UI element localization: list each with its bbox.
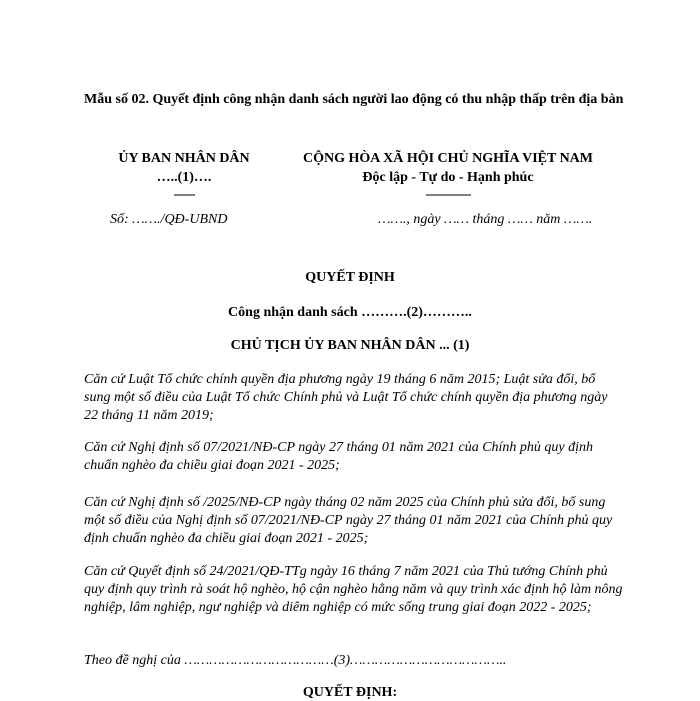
issuing-authority: CHỦ TỊCH ỦY BAN NHÂN DÂN ... (1) <box>230 338 470 353</box>
agency-ref: …..(1)…. <box>156 170 212 185</box>
motto-divider: --------------- <box>425 187 471 201</box>
national-motto: Độc lập - Tự do - Hạnh phúc <box>362 170 534 185</box>
country-name: CỘNG HÒA XÃ HỘI CHỦ NGHĨA VIỆT NAM <box>302 151 593 166</box>
agency-block <box>84 149 284 201</box>
agency-divider: ------- <box>173 187 195 201</box>
document-subtitle: Công nhận danh sách ……….(2)……….. <box>228 305 472 320</box>
decision-heading: QUYẾT ĐỊNH: <box>302 685 398 700</box>
proposal-paragraph: Theo đề nghị của ………………………………(3)……………………………….. <box>84 653 507 668</box>
national-header <box>283 149 613 201</box>
legal-basis-paragraph: Căn cứ Nghị định số /2025/NĐ-CP ngày tháng 02 năm 2025 của Chính phủ sửa đổi, bổ sung một số điều của Nghị định số 07/2021/NĐ-CP ngày 27 tháng 01 năm 2021 của Chính phủ quy định chuẩn nghèo đa chiều giai đoạn 2021 - 2025; <box>84 495 613 546</box>
legal-basis-paragraph: Căn cứ Luật Tổ chức chính quyền địa phương ngày 19 tháng 6 năm 2015; Luật sửa đổi, bổ sung một số điều của Luật Tổ chức Chính phủ và Luật Tổ chức chính quyền địa phương ngày 22 tháng 11 năm 2019; <box>84 372 608 423</box>
legal-basis-paragraph: Căn cứ Nghị định số 07/2021/NĐ-CP ngày 27 tháng 01 năm 2021 của Chính phủ quy định chuẩn nghèo đa chiều giai đoạn 2021 - 2025; <box>84 440 594 473</box>
document-title: QUYẾT ĐỊNH <box>305 270 395 285</box>
document-date: ……., ngày …… tháng …… năm ……. <box>378 212 593 227</box>
document-number: Số: ……./QĐ-UBND <box>110 212 228 227</box>
agency-name: ỦY BAN NHÂN DÂN <box>118 151 250 166</box>
form-heading: Mẫu số 02. Quyết định công nhận danh sách người lao động có thu nhập thấp trên địa bàn <box>84 92 624 107</box>
legal-basis-paragraph: Căn cứ Quyết định số 24/2021/QĐ-TTg ngày 16 tháng 7 năm 2021 của Thủ tướng Chính phủ quy định quy trình rà soát hộ nghèo, hộ cận nghèo hằng năm và quy trình xác định hộ làm nông nghiệp, lâm nghiệp, ngư nghiệp và diêm nghiệp có mức sống trung giai đoạn 2022 - 2025; <box>84 564 623 615</box>
